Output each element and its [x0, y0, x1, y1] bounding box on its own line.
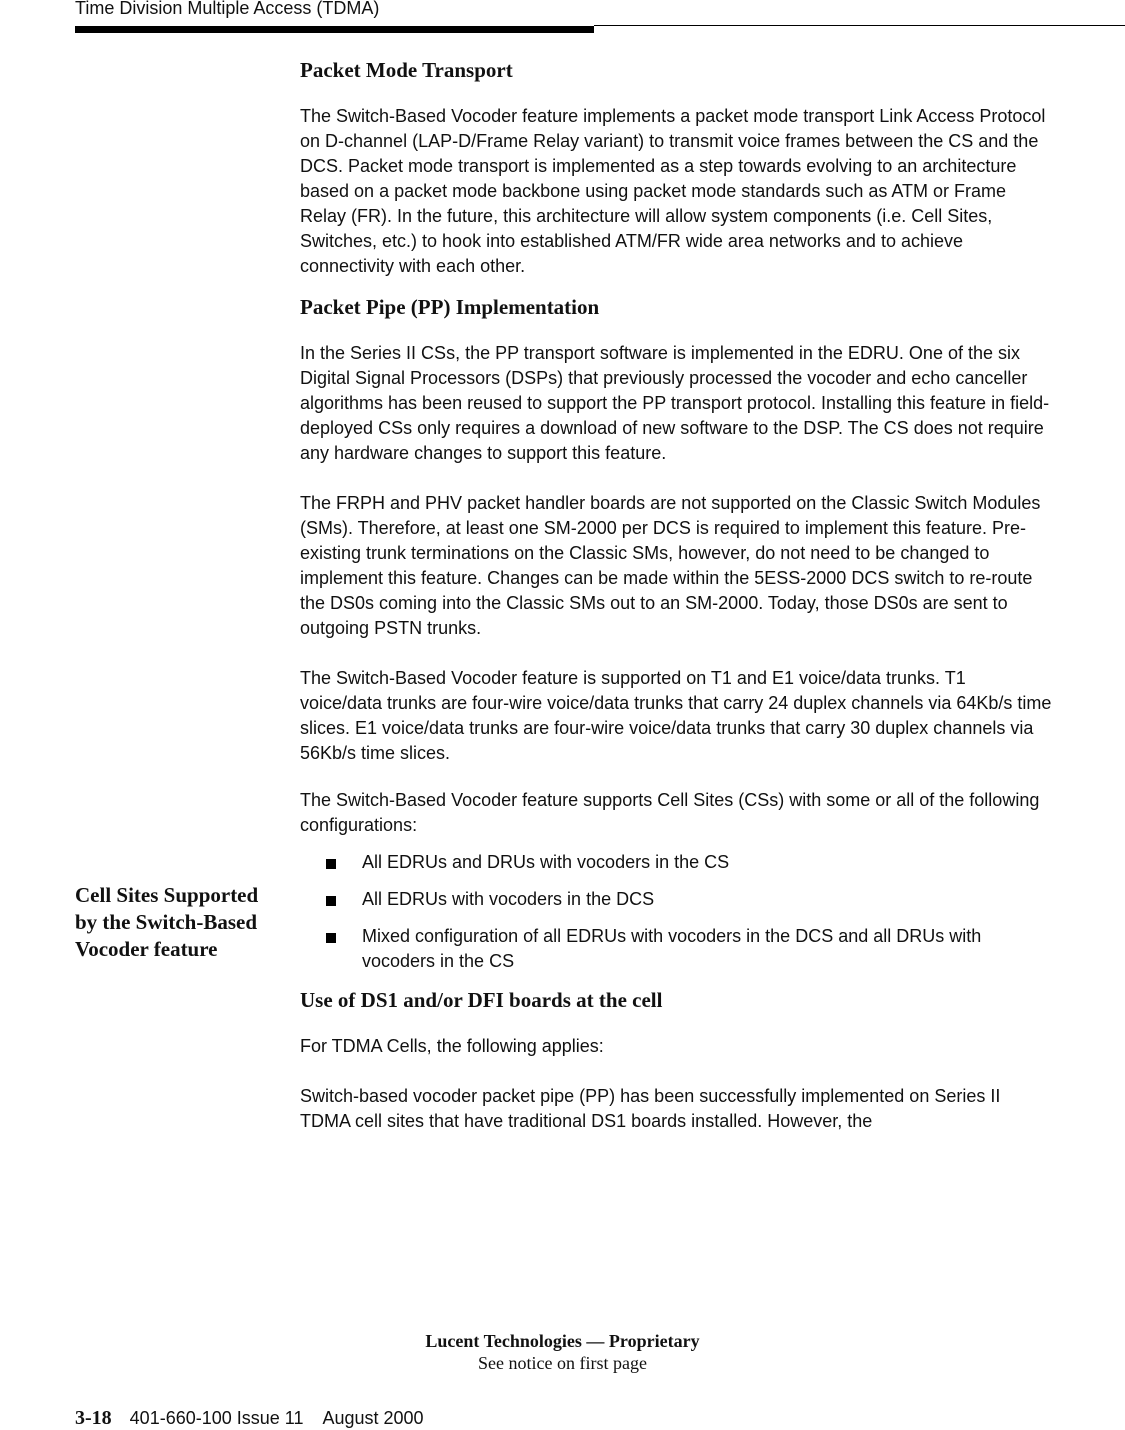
spacer [300, 641, 1052, 666]
square-bullet-icon [326, 933, 336, 943]
spacer [300, 279, 1052, 293]
list-item [300, 887, 1052, 912]
heading-ds1-dfi: Use of DS1 and/or DFI boards at the cell [300, 988, 663, 1012]
spacer [300, 1059, 1052, 1084]
list-item-text: All EDRUs with vocoders in the DCS [362, 889, 655, 909]
header-rule-thick [75, 26, 594, 33]
list-item [300, 850, 1052, 875]
paragraph-tdma-cells: For TDMA Cells, the following applies: [300, 1036, 604, 1056]
footer-company: Lucent Technologies — Proprietary [425, 1331, 700, 1351]
paragraph-packet-mode: The Switch-Based Vocoder feature implements a packet mode transport Link Access Protocol on D-channel (LAP-D/Frame Relay variant) to transmit voice frames between the CS and the DCS. Packet mode transport is implemented as a step towards evolving to an architecture based on a packet mode backbone using packet mode standards such as ATM or Frame Relay (FR). In the future, this architecture will allow system components (i.e. Cell Sites, Switches, etc.) to hook into established ATM/FR wide area networks and to achieve connectivity with each other. [300, 106, 1046, 276]
list-item-text: Mixed configuration of all EDRUs with vocoders in the DCS and all DRUs with vocoders in the CS [362, 926, 982, 971]
running-header: Time Division Multiple Access (TDMA) [75, 0, 380, 18]
paragraph-packet-pipe-1: In the Series II CSs, the PP transport software is implemented in the EDRU. One of the six Digital Signal Processors (DSPs) that previously processed the vocoder and echo canceller algorithms has been reused to support the PP transport protocol. Installing this feature in field-deployed CSs only requires a download of new software to the DSP. The CS does not require any hardware changes to support this feature. [300, 343, 1050, 463]
spacer [300, 766, 1052, 788]
main-content [300, 56, 1052, 1134]
heading-packet-mode-transport: Packet Mode Transport [300, 58, 513, 82]
list-item-text: All EDRUs and DRUs with vocoders in the CS [362, 852, 730, 872]
paragraph-switch-based-pp: Switch-based vocoder packet pipe (PP) has been successfully implemented on Series II TDMA cell sites that have traditional DS1 boards installed. However, the [300, 1086, 1001, 1131]
spacer [300, 466, 1052, 491]
list-item [300, 924, 1052, 974]
side-heading-cell-sites: Cell Sites Supported by the Switch-Based Vocoder feature [75, 883, 259, 961]
footer-notice: See notice on first page [478, 1353, 647, 1373]
square-bullet-icon [326, 859, 336, 869]
document-info: 401-660-100 Issue 11 August 2000 [129, 1408, 424, 1428]
page-number: 3-18 [75, 1407, 112, 1429]
configuration-list [300, 850, 1052, 974]
paragraph-packet-pipe-3: The Switch-Based Vocoder feature is supported on T1 and E1 voice/data trunks. T1 voice/data trunks are four-wire voice/data trunks that carry 24 duplex channels via 64Kb/s time slices. E1 voice/data trunks are four-wire voice/data trunks that carry 30 duplex channels via 56Kb/s time slices. [300, 668, 1052, 763]
page-footer [75, 1407, 424, 1429]
heading-packet-pipe: Packet Pipe (PP) Implementation [300, 295, 600, 319]
square-bullet-icon [326, 896, 336, 906]
paragraph-cell-sites-intro: The Switch-Based Vocoder feature supports Cell Sites (CSs) with some or all of the following configurations: [300, 790, 1040, 835]
header-rule-thin [594, 25, 1125, 26]
paragraph-packet-pipe-2: The FRPH and PHV packet handler boards are not supported on the Classic Switch Modules (SMs). Therefore, at least one SM-2000 per DCS is required to implement this feature. Pre-existing trunk terminations on the Classic SMs, however, do not need to be changed to implement this feature. Changes can be made within the 5ESS-2000 DCS switch to re-route the DS0s coming into the Classic SMs out to an SM-2000. Today, those DS0s are sent to outgoing PSTN trunks. [300, 493, 1041, 638]
